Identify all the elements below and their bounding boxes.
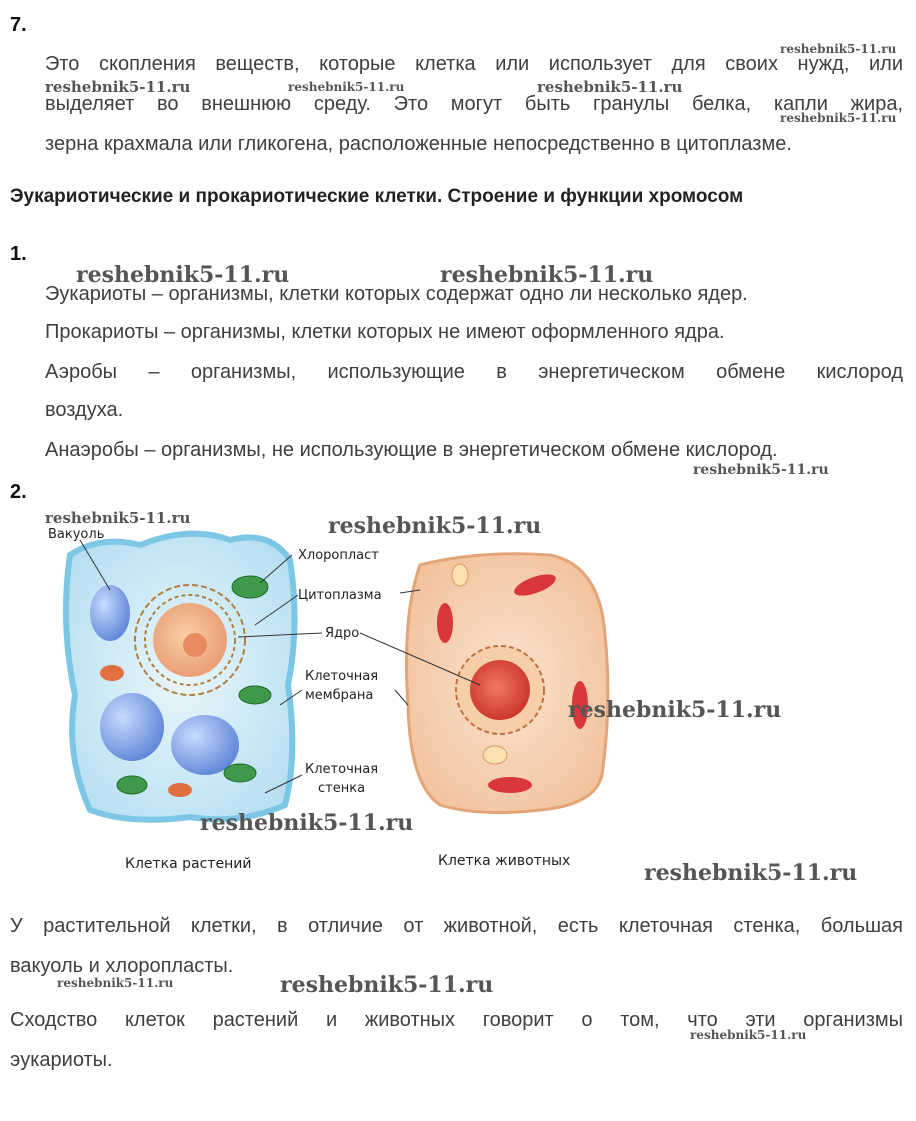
watermark: reshebnik5-11.ru [288, 80, 405, 94]
label-membrane-line-2: мембрана [305, 688, 374, 703]
watermark: reshebnik5-11.ru [780, 111, 897, 125]
answer-line-1: У растительной клетки, в отличие от животной, есть клеточная стенка, большая [10, 915, 903, 937]
plant-cell [66, 534, 295, 820]
label-vacuole: Вакуоль [48, 527, 105, 542]
section-7-line-2: выделяет во внешнюю среду. Это могут быть гранулы белка, капли жира, [45, 93, 903, 115]
watermark: reshebnik5-11.ru [780, 42, 897, 56]
question-2-number: 2. [10, 481, 27, 503]
label-chloroplast: Хлоропласт [298, 548, 379, 563]
section-7-number: 7. [10, 14, 27, 36]
similarity-line-1: Сходство клеток растений и животных говорит о том, что эти организмы [10, 1009, 903, 1031]
watermark: reshebnik5-11.ru [644, 860, 858, 886]
definition-eukaryotes: Эукариоты – организмы, клетки которых содержат одно ли несколько ядер. [45, 283, 748, 305]
label-membrane-line-1: Клеточная [305, 669, 379, 684]
animal-cell [407, 554, 608, 813]
watermark: reshebnik5-11.ru [537, 78, 683, 96]
question-1-number: 1. [10, 243, 27, 265]
definition-anaerobes: Анаэробы – организмы, не использующие в энергетическом обмене кислород. [45, 439, 778, 461]
label-wall-line-2: стенка [318, 781, 366, 796]
caption-animal-cell: Клетка животных [438, 853, 571, 869]
watermark: reshebnik5-11.ru [440, 262, 654, 288]
label-cytoplasm: Цитоплазма [298, 588, 382, 603]
watermark: reshebnik5-11.ru [690, 1028, 807, 1042]
definition-prokaryotes: Прокариоты – организмы, клетки которых не имеют оформленного ядра. [45, 321, 725, 343]
watermark: reshebnik5-11.ru [45, 509, 191, 527]
watermark: reshebnik5-11.ru [45, 78, 191, 96]
watermark: reshebnik5-11.ru [693, 462, 829, 478]
section-heading: Эукариотические и прокариотические клетки. Строение и функции хромосом [10, 186, 744, 207]
watermark: reshebnik5-11.ru [76, 262, 290, 288]
answer-line-2: вакуоль и хлоропласты. [10, 955, 234, 977]
label-nucleus: Ядро [325, 626, 360, 641]
watermark: reshebnik5-11.ru [568, 697, 782, 723]
caption-plant-cell: Клетка растений [125, 856, 252, 872]
watermark: reshebnik5-11.ru [328, 513, 542, 539]
definition-aerobes-line-2: воздуха. [45, 399, 124, 421]
section-7-line-1: Это скопления веществ, которые клетка или использует для своих нужд, или [45, 53, 903, 75]
similarity-line-2: эукариоты. [10, 1049, 113, 1071]
watermark: reshebnik5-11.ru [280, 972, 494, 998]
watermark: reshebnik5-11.ru [57, 976, 174, 990]
label-wall-line-1: Клеточная [305, 762, 379, 777]
watermark: reshebnik5-11.ru [200, 810, 414, 836]
definition-aerobes-line-1: Аэробы – организмы, использующие в энергетическом обмене кислород [45, 361, 903, 383]
section-7-line-3: зерна крахмала или гликогена, расположенные непосредственно в цитоплазме. [45, 133, 792, 155]
